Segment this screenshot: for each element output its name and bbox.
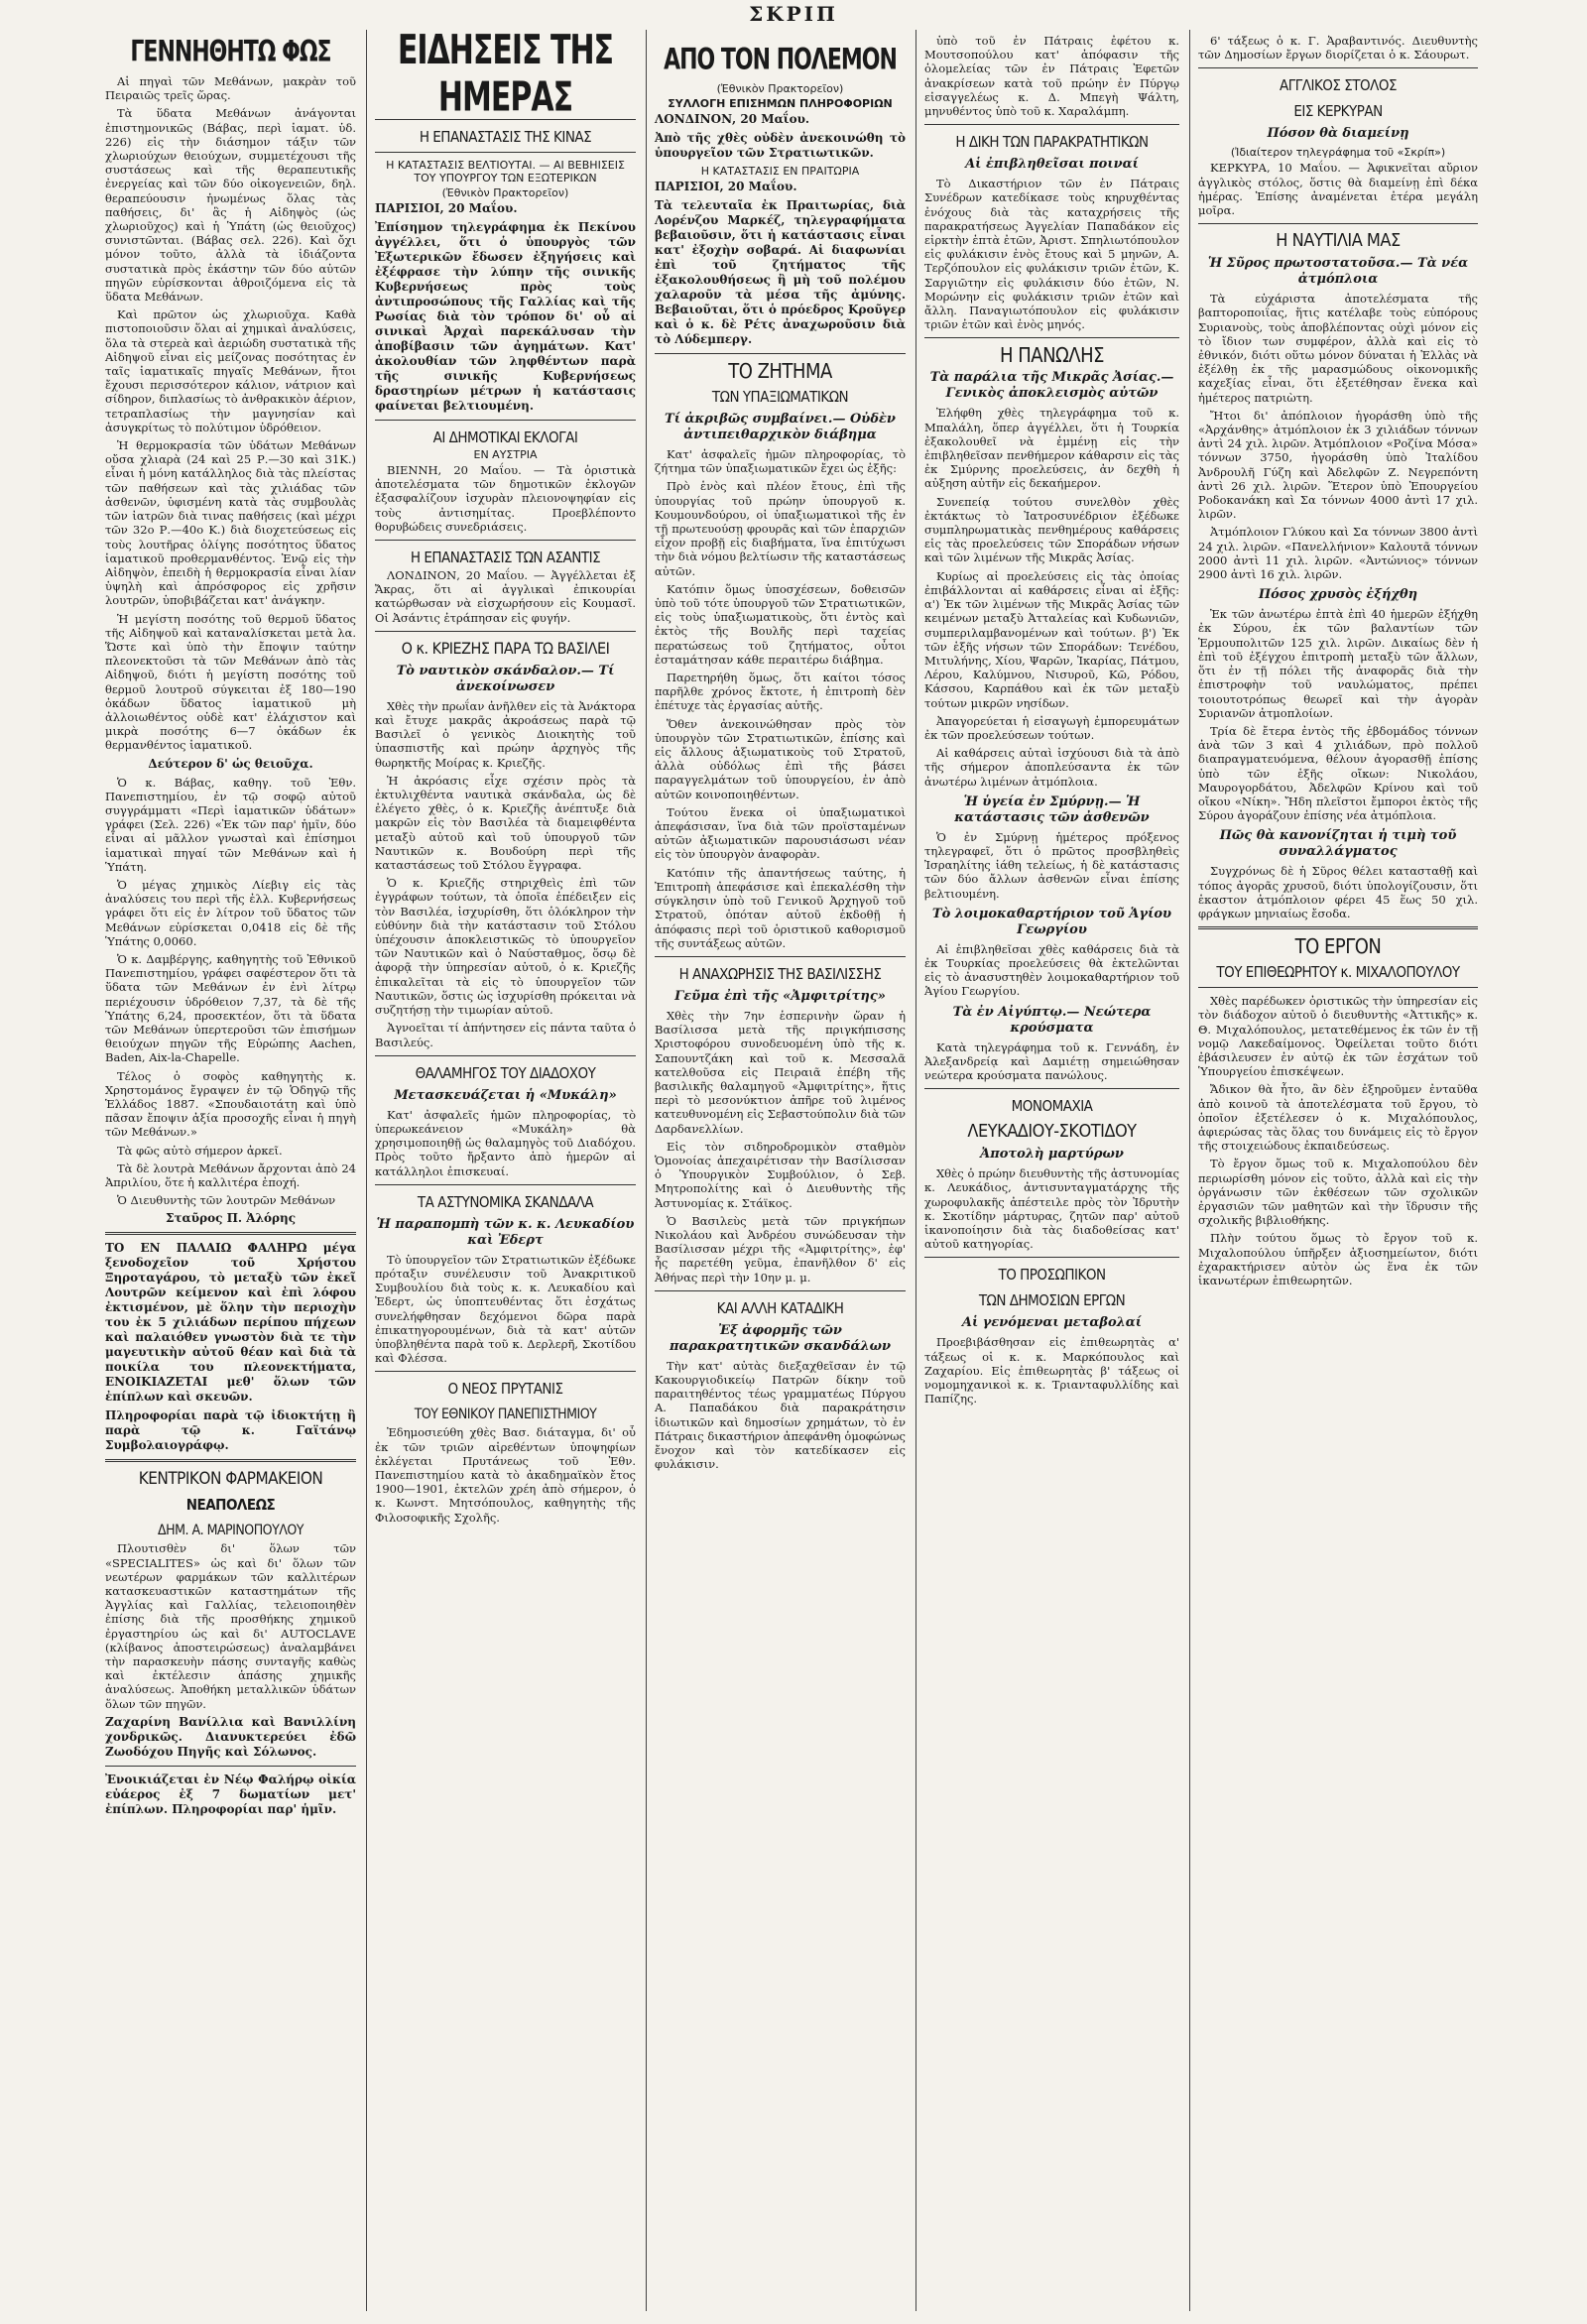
paragraph: Αἱ ἐπιβληθεῖσαι χθὲς καθάρσεις διὰ τὰ ἐκ Τουρκίας προελεύσεις θὰ ἐκτελῶνται εἰς τὸ ἀνασυστηθὲν λοιμοκαθαρτήριον τοῦ Ἁγίου Γεωργίου. <box>924 941 1179 999</box>
ad-rent: Ἐνοικιάζεται ἐν Νέῳ Φαλήρῳ οἰκία εὐάερος ἐξ 7 δωματίων μετ' ἐπίπλων. Πληροφορίαι παρ' ἡμῖν. <box>105 1772 356 1816</box>
section-subtitle: Γεῦμα ἐπὶ τῆς «Ἀμφιτρίτης» <box>674 988 886 1004</box>
paragraph: Ἤτοι δι' ἀπόπλοιον ἠγοράσθη ὑπὸ τῆς «Ἀρχάνθης» ἀτμόπλοιον ἐκ 3 χιλιάδων τόννων ἀντὶ 24 χιλ. λιρῶν. Ἀτμόπλοιον «Ροζίνα Μόσα» τόννων 3750, ἠγοράσθη ὑπὸ Ἰταλίδου Ἀνδρουλῆ Γύζη καὶ Ἀδελφῶν Ζ. Νεγρεπόντη ἀντὶ 26 χιλ. λιρῶν. Ἕτερον ὑπὸ Ἐπουργείου Ροδοκανάκη καὶ Σα τόννων 4000 ἀντὶ 17 χιλ. λιρῶν. <box>1198 408 1478 522</box>
paragraph: Πρὸ ἑνὸς καὶ πλέον ἔτους, ἐπὶ τῆς ὑπουργίας τοῦ πρώην ὑπουργοῦ κ. Κουμουνδούρου, οἱ ὑπαξιωματικοὶ τῆς ἐν τῇ πρωτευούσῃ φρουρᾶς καὶ τῶν ἐπαρχιῶν εἶχον προβῇ εἰς διαβήματα, ἵνα ἐπιτύχωσι τὴν διὰ νόμου βελτίωσιν τῆς καταστάσεως αὐτῶν. <box>655 479 906 578</box>
news-source: (Ἰδιαίτερον τηλεγράφημα τοῦ «Σκρίπ») <box>1230 146 1446 160</box>
section-title: ΘΑΛΑΜΗΓΟΣ ΤΟΥ ΔΙΑΔΟΧΟΥ <box>415 1063 596 1082</box>
paragraph: Ἐκ τῶν ἀνωτέρω ἐπτὰ ἐπὶ 40 ἡμερῶν ἐξήχθη ἐκ Σύρου, ἐκ τῶν βαλαντίων τῶν Ἑρμουπολιτῶν 125 χιλ. λιρῶν. Δικαίως δὲν ἡ ἐπὶ τοῦ ἐξέγχου ἐπιτροπὴ μεταξὺ τῶν ἄλλων, ὅτι ἐν τῇ πόλει τῆς ἀναφορᾶς διὰ τὴν ἐπιστροφὴν τοῦ ναυλώματος, πρέπει τοιουτοτρόπως θεωρεῖ καὶ τὴν ἀγορὰν Συριανῶν ἀτμοπλοίων. <box>1198 607 1478 720</box>
paragraph: Καὶ πρῶτον ὡς χλωριοῦχα. Καθὰ πιστοποιοῦσιν ὅλαι αἱ χημικαὶ ἀναλύσεις, ὅλα τὰ στερεὰ καὶ ἀεριώδη συστατικὰ τῆς Αἰδηψοῦ εἶναι εἰς μείζονας ποσότητας ἐν ταῖς ἰαματικαῖς πηγαῖς Μεθάνων, ἤτοι ἔχουσι περισσότερον κάλιον, νάτριον καὶ σίδηρον, διπλασίως τὸ ἀνθρακικὸν ἀέριον, τετραπλασίως τὴν μαγνησίαν καὶ ἀσυγκρίτως τὸ πολύτιμον ὑδρόθειον. <box>105 307 356 434</box>
section-subtitle: ΤΩΝ ΥΠΑΞΙΩΜΑΤΙΚΩΝ <box>711 388 849 406</box>
section-subtitle: Ἐξ ἀφορμῆς τῶν παρακρατητικῶν σκανδάλων <box>669 1322 891 1354</box>
divider <box>105 1232 356 1235</box>
paragraph: Ἀγνοεῖται τί ἀπήντησεν εἰς πάντα ταῦτα ὁ Βασιλεύς. <box>375 1021 636 1049</box>
paragraph: Ὁ κ. Κριεζῆς στηριχθεὶς ἐπὶ τῶν ἐγγράφων τούτων, τὰ ὁποῖα ἐπέδειξεν εἰς τὸν Βασιλέα, ἰσχυρίσθη, ὅτι ὁλόκληρον τὴν εὐθύνην διὰ τὴν κατάστασιν τοῦ Στόλου ὑπέχουσιν ἀποκλειστικῶς τὸ ὑπουργεῖον τῶν Ναυτικῶν καὶ ὁ Ναύσταθμος, ὅσῳ δὲ ἀφορᾷ τὴν ὑπηρεσίαν αὐτοῦ, ὁ κ. Κριεζῆς ἐπικαλεῖται τὰ εἰς τὸ ὑπουργεῖον τῶν Ναυτικῶν, ὅστις ὡς ἰσχυρίσθη πρόκειται νὰ συζητήσῃ τὴν τιμωρίαν αὐτοῦ. <box>375 876 636 1018</box>
paragraph: ΚΕΡΚΥΡΑ, 10 Μαΐου. — Ἀφικνεῖται αὔριον ἀγγλικὸς στόλος, ὅστις θὰ διαμείνῃ ἐπὶ δέκα ἡμέρας. Ἐπίσης ἀναμένεται ἐτέρα μεγάλη μοῖρα. <box>1198 161 1478 218</box>
paragraph: Τὰ φῶς αὐτὸ σήμερον ἀρκεῖ. <box>117 1143 283 1158</box>
paragraph: Προεβιβάσθησαν εἰς ἐπιθεωρητὰς α' τάξεως οἱ κ. κ. Μαρκόπουλος καὶ Ζαχαρίου. Εἰς ἐπιθεωρητὰς β' τάξεως οἱ νομομηχανικοὶ κ. κ. Τριανταφυλλίδης καὶ Παπίζης. <box>924 1335 1179 1407</box>
paragraph: Ἐλήφθη χθὲς τηλεγράφημα τοῦ κ. Μπαλάλη, ὅπερ ἀγγέλλει, ὅτι ἡ Τουρκία ἐξακολουθεῖ νὰ ἐμμένῃ εἰς τὴν ἐπιβληθεῖσαν πενθήμερον κάθαρσιν εἰς τὰς ἐκ Σμύρνης προελεύσεις, ἀν δεχθὴ ἡ αὐξηση αὐτῆν εἰς δεκαήμερον. <box>924 406 1179 491</box>
divider <box>1198 987 1478 988</box>
column-4 <box>916 30 1190 2311</box>
section-kicker: ΣΥΛΛΟΓΗ ΕΠΙΣΗΜΩΝ ΠΛΗΡΟΦΟΡΙΩΝ <box>668 97 893 110</box>
section-subtitle: ΤΟΥ ΕΠΙΘΕΩΡΗΤΟΥ κ. ΜΙΧΑΛΟΠΟΥΛΟΥ <box>1216 963 1460 982</box>
ad-pharmacy-extra: Ζαχαρίνη Βανίλλια καὶ Βανιλλίνη χονδρικῶς. Διανυκτερεύει ἐδῶ Ζωοδόχου Πηγῆς καὶ Σόλωνος. <box>105 1714 356 1759</box>
paragraph: Εἰς τὸν σιδηροδρομικὸν σταθμὸν Ὁμονοίας ἀπεχαιρέτισαν τὴν Βασίλισσαν ὁ Ὑπουργικὸν Συμβούλιον, ὁ Σεβ. Μητροπολίτης καὶ ὁ Διευθυντὴς τῆς Ἀστυνομίας κ. Στάϊκος. <box>655 1139 906 1210</box>
masthead: ΣΚΡΙΠ <box>749 2 838 26</box>
section-subtitle: ΤΟΥ ΕΘΝΙΚΟΥ ΠΑΝΕΠΙΣΤΗΜΙΟΥ <box>414 1407 597 1423</box>
section-title: Η ΕΠΑΝΑΣΤΑΣΙΣ ΤΩΝ ΑΣΑΝΤΙΣ <box>410 549 601 567</box>
section-title: Η ΠΑΝΩΛΗΣ <box>999 343 1104 368</box>
divider <box>924 1257 1179 1258</box>
paragraph: Χθὲς ὁ πρώην διευθυντὴς τῆς ἀστυνομίας κ. Λευκάδιος, ἀντισυνταγματάρχης τῆς χωροφυλακῆς ἀπέστειλε πρὸς τὸν Ἰδρυτὴν κ. Σκοτίδην μάρτυρας, ζητῶν παρ' αὐτοῦ ἱκανοποίησιν διὰ τὰς διαδοθείσας κατ' αὐτοῦ κατηγορίας. <box>924 1166 1179 1252</box>
article-body <box>105 74 356 1226</box>
paragraph: Συγχρόνως δὲ ἡ Σῦρος θέλει κατασταθῇ καὶ τόπος ἀγορᾶς χρυσοῦ, διότι ὑπολογίζουσιν, ὅτι ἑκαστον ἀτμόπλοιον φέρει 45 ἕως 50 χιλ. φράγκων μηνιαίως ἔσοδα. <box>1198 864 1478 920</box>
section-subtitle: Τὰ ἐν Αἰγύπτῳ.— Νεώτερα κρούσματα <box>952 1004 1152 1036</box>
paragraph: Ὁ κ. Βάβας, καθηγ. τοῦ Ἐθν. Πανεπιστημίου, ἐν τῷ σοφῷ αὐτοῦ συγγράμματι «Περὶ ἰαματικῶν ὑδάτων» γράφει (Σελ. 226) «Ἐκ τῶν παρ' ἡμῖν, δύο εἶναι αἱ μᾶλλον γνωσταὶ καὶ ἐπίσημοι ἰαματικαὶ πηγαί τῶν Μεθάνων καὶ ἡ Ὑπάτη. <box>105 775 356 874</box>
paragraph: Τρία δὲ ἔτερα ἐντὸς τῆς ἑβδομάδος τόννων ἀνὰ τῶν 3 καὶ 4 χιλιάδων, πρὸ πολλοῦ διαπραγματευόμενα, θέλουν ἀγορασθῇ ἐπίσης ὑπὸ τῶν ἑξῆς οἴκων: Νικολάου, Μαυρογορδάτου, Ἀδελφῶν Κρίνου καὶ τοῦ οἴκου «Νίκη». Ἤδη πλεῖστοι ἔμποροι ἐκτὸς τῆς Σύρου ἀγοράζουν ἐπίσης νέα ἀτμόπλοια. <box>1198 723 1478 823</box>
dateline: ΠΑΡΙΣΙΟΙ, 20 Μαΐου. <box>655 180 797 193</box>
paragraph: Παρετηρήθη ὅμως, ὅτι καίτοι τόσος παρῆλθε χρόνος ἔκτοτε, ἡ ἐπιτροπὴ δὲν ἐπέτυχε τὰς ἐργασίας αὐτῆς. <box>655 671 906 713</box>
paragraph: Ὁ Διευθυντὴς τῶν λουτρῶν Μεθάνων <box>117 1193 336 1208</box>
section-subtitle: ΕΙΣ ΚΕΡΚΥΡΑΝ <box>1293 102 1383 121</box>
paragraph: Κατόπιν ὅμως ὑποσχέσεων, δοθεισῶν ὑπὸ τοῦ τότε ὑπουργοῦ τῶν Στρατιωτικῶν, εἰς τοὺς ὑπαξιωματικοὺς, ὅτι ἐντὸς καὶ ἐκτὸς τῆς Βουλῆς περὶ ταχείας περατώσεως τοῦ ζητήματος, οὗτοι ἐσταμάτησαν κάθε περαιτέρω διάβημα. <box>655 581 906 667</box>
divider <box>105 1766 356 1767</box>
paragraph: Ὁ Βασιλεὺς μετὰ τῶν πριγκήπων Νικολάου καὶ Ἀνδρέου συνώδευσαν τὴν Βασίλισσαν μέχρι τῆς «Ἀμφιτρίτης», ἐφ' ἧς παρετέθη γεῦμα, ἐπανῆλθον δ' εἰς Ἀθήνας περὶ τὴν 10ην μ. μ. <box>655 1213 906 1284</box>
paragraph: Κατὰ τηλεγράφημα τοῦ κ. Γεννάδη, ἐν Ἀλεξανδρείᾳ καὶ Δαμιέτῃ σημειώθησαν νεώτερα κρούσματα πανώλους. <box>924 1040 1179 1082</box>
section-subtitle: Ἡ παραπομπὴ τῶν κ. κ. Λευκαδίου καὶ Ἐδερτ <box>376 1216 635 1248</box>
paragraph: Αἱ πηγαὶ τῶν Μεθάνων, μακρὰν τοῦ Πειραιῶς τρεῖς ὥρας. <box>105 74 356 103</box>
divider <box>655 1290 906 1291</box>
paragraph: Ἀπαγορεύεται ἡ εἰσαγωγὴ ἐμπορευμάτων ἐκ τῶν προελεύσεων τούτων. <box>924 713 1179 742</box>
paragraph: Τὸ ἔργον ὅμως τοῦ κ. Μιχαλοπούλου δὲν περιωρίσθη μόνον εἰς τοῦτο, ἀλλὰ καὶ εἰς τὴν ὀργάνωσιν τῶν ἐκθέσεων τῶν σχολικῶν ἐργασιῶν τῶν μαθητῶν καὶ τὴν ἵδρυσιν τῆς σχολικῆς βιβλιοθήκης. <box>1198 1157 1478 1228</box>
section-kicker: Αἱ γενόμεναι μεταβολαί <box>961 1315 1143 1331</box>
section-kicker: Τί ἀκριβῶς συμβαίνει.— Οὐδὲν ἀντιπειθαρχικὸν διάβημα <box>665 412 896 442</box>
paragraph: Πλὴν τούτου ὅμως τὸ ἔργον τοῦ κ. Μιχαλοπούλου ὑπῆρξεν ἀξιοσημείωτον, διότι ἐχαρακτήρισεν αὐτὸν ὡς ἕνα ἐκ τῶν ἱκανωτέρων ἐπιθεωρητῶν. <box>1198 1231 1478 1287</box>
paragraph: Τούτου ἕνεκα οἱ ὑπαξιωματικοὶ ἀπεφάσισαν, ἵνα διὰ τῶν προϊσταμένων αὐτῶν ἀξιωματικῶν παρουσιάσωσι νέαν εἰς τὸν ὑπουργὸν ἀναφορὰν. <box>655 804 906 862</box>
paragraph: Ἡ θερμοκρασία τῶν ὑδάτων Μεθάνων οὔσα χλιαρὰ (24 καὶ 25 Ρ.—30 καὶ 31Κ.) εἶναι ἡ μόνη κατάλληλος διὰ τὰς πλείστας τῶν παθήσεων καὶ τὰς χιλιάδας τῶν ἀσθενῶν, ὑφισμένη κατὰ τὰς συμβουλὰς τῶν ἰατρῶν διὰ τινας παθήσεις (καὶ μέχρι τῶν 32ο Ρ.—40ο Κ.) διὰ διοχετεύσεως εἰς τοὺς λουτῆρας ὀλίγης ποσότητος ὕδατος ἰαματικοῦ προθερμανθέντος. Ἐνῷ εἰς τὴν Αἰδηψὸν, ἐπειδὴ ἡ θερμοκρασία εἶναι λίαν ὑψηλὴ καὶ ἀπρόσφορος εἰς χρῆσιν λουτρῶν, ὑποβιβάζεται κατ' ἀνάγκην. <box>105 438 356 608</box>
paragraph: Ἐδημοσιεύθη χθὲς Βασ. διάταγμα, δι' οὗ ἐκ τῶν τριῶν αἱρεθέντων ὑποψηφίων ἐκλέγεται Πρυτάνεως τοῦ Ἐθν. Πανεπιστημίου κατὰ τὸ ἀκαδημαϊκὸν ἔτος 1900—1901, ἐκτελῶν χρέη ἀπὸ σήμερον, ὁ κ. Κωνστ. Μητσόπουλος, καθηγητὴς τῆς Φιλοσοφικῆς Σχολῆς. <box>375 1425 636 1525</box>
section-subtitle: Τὸ λοιμοκαθαρτήριον τοῦ Ἁγίου Γεωργίου <box>931 906 1172 937</box>
section-kicker: Ἀποτολὴ μαρτύρων <box>980 1147 1124 1162</box>
paragraph: Ἀτμόπλοιον Γλύκου καὶ Σα τόννων 3800 ἀντὶ 24 χιλ. λιρῶν. «Πανελλήνιον» Καλουτᾶ τόννων 2000 ἀντὶ 11 χιλ. λιρῶν. «Ἀντώνιος» τόννων 2900 ἀντὶ 16 χιλ. λιρῶν. <box>1198 525 1478 582</box>
paragraph: Χθὲς τὴν πρωΐαν ἀνῆλθεν εἰς τὰ Ἀνάκτορα καὶ ἔτυχε μακρᾶς ἀκροάσεως παρὰ τῷ Βασιλεῖ ὁ γενικὸς Διοικητὴς τοῦ ὑπασπιστῆς καὶ πρώην ἀρχηγὸς τῆς θωρηκτῆς Μοίρας κ. Κριεζῆς. <box>375 698 636 770</box>
dateline: ΛΟΝΔΙΝΟΝ, 20 Μαΐου. <box>655 112 810 126</box>
divider <box>375 152 636 153</box>
divider <box>1198 926 1478 929</box>
paragraph: Κυρίως αἱ προελεύσεις εἰς τὰς ὁποίας ἐπιβάλλονται αἱ καθάρσεις εἶναι αἱ ἑξῆς: α') Ἐκ τῶν λιμένων τῆς Μικρᾶς Ἀσίας τῶν κειμένων μεταξὺ Ἀτταλείας καὶ Κυδωνιῶν, συμπεριλαμβανομένων καὶ τούτων. β') Ἐκ τῶν ἑξῆς νήσων τῶν Σποράδων: Τενέδου, Μιτυλήνης, Χίου, Ψαρῶν, Ἰκαρίας, Πάτμου, Λέρου, Καλύμνου, Νισυροῦ, Κῶ, Ρόδου, Κάσσου, Καρπάθου καὶ ἐκ τῶν μεταξὺ τούτων μικρῶν νησίδων. <box>924 568 1179 710</box>
divider <box>105 1459 356 1462</box>
paragraph: ΛΟΝΔΙΝΟΝ, 20 Μαΐου. — Ἀγγέλλεται ἐξ Ἄκρας, ὅτι αἱ ἀγγλικαὶ ἐπικουρίαι κατώρθωσαν νὰ εἰσχωρήσουν εἰς Κουμασῖ. Οἱ Ἀσάντις ἐτράπησαν εἰς φυγήν. <box>375 568 636 625</box>
section-subtitle: Μετασκευάζεται ἡ «Μυκάλη» <box>394 1087 617 1103</box>
news-source: (Ἐθνικὸν Πρακτορεῖον) <box>441 186 569 199</box>
section-title: ΑΓΓΛΙΚΟΣ ΣΤΟΛΟΣ <box>1279 76 1397 95</box>
section-subtitle: Τὸ ναυτικὸν σκάνδαλον.— Τί ἀνεκοίνωσεν <box>396 663 615 694</box>
section-title: ΚΑΙ ΑΛΛΗ ΚΑΤΑΔΙΚΗ <box>716 1298 844 1317</box>
section-title: Η ΕΠΑΝΑΣΤΑΣΙΣ ΤΗΣ ΚΙΝΑΣ <box>419 128 592 146</box>
section-title: ΤΟ ΖΗΤΗΜΑ <box>728 359 832 383</box>
section-title: ΜΟΝΟΜΑΧΙΑ <box>1011 1097 1093 1116</box>
ad-pharmacy-sub: ΝΕΑΠΟΛΕΩΣ <box>185 1496 276 1515</box>
divider <box>924 1088 1179 1089</box>
paragraph: ΒΙΕΝΝΗ, 20 Μαΐου. — Τὰ ὁριστικὰ ἀποτελέσματα τῶν δημοτικῶν ἐκλογῶν ἐξασφαλίζουν ἰσχυρὰν πλειονοψηφίαν εἰς τοὺς ἀντισημίτας. Προεβλέποντο θορυβώδεις συνεδριάσεις. <box>375 463 636 534</box>
paragraph: Ἄδικον θὰ ἦτο, ἂν δὲν ἐξηροῦμεν ἐνταῦθα ἀπὸ κοινοῦ τὰ ἀποτελέσματα τοῦ ἔργου, τὸ ὁποῖον ἐξετέλεσεν ὁ κ. Μιχαλόπουλος, ἀφιερώσας τὰς ὅλας του δυνάμεις εἰς τὸ ἔργον τῆς στοιχειώδους ἐκπαιδεύσεως. <box>1198 1082 1478 1154</box>
section-subtitle: ΛΕΥΚΑΔΙΟΥ-ΣΚΟΤΙΔΟΥ <box>967 1121 1137 1143</box>
section-subtitle: Η ΚΑΤΑΣΤΑΣΙΣ ΕΝ ΠΡΑΙΤΩΡΙΑ <box>700 165 860 178</box>
paragraph: Τὰ εὐχάριστα ἀποτελέσματα τῆς βαπτοροποιΐας, ἥτις κατέλαβε τοὺς εὐπόρους Συριανοὺς, τοὺς ἀποβλέποντας οὐχὶ μόνον εἰς τὸ ἴδιον των συμφέρον, ἀλλὰ καὶ εἰς τὸ ἐθνικόν, διότι οὕτω μόνον δύναται ἡ Ἑλλὰς νὰ ἐξέλθῃ ἐκ τῆς μαρασμώδους οἰκονομικῆς καχεξίας εἶναι, ὅτι ἐξετέθησαν ἕνεκα καὶ ἠμέτερος πατριὼτη. <box>1198 292 1478 405</box>
section-title: Ο κ. ΚΡΙΕΖΗΣ ΠΑΡΑ ΤΩ ΒΑΣΙΛΕΙ <box>401 638 610 658</box>
section-title: ΑΙ ΔΗΜΟΤΙΚΑΙ ΕΚΛΟΓΑΙ <box>432 428 578 446</box>
article-title: ΓΕΝΝΗΘΗΤΩ ΦΩΣ <box>130 35 331 69</box>
paragraph: ὑπὸ τοῦ ἐν Πάτραις ἐφέτου κ. Μουτσοπούλου κατ' ἀπόφασιν τῆς ὁλομελείας τῶν ἐν Πάτραις Ἐφετῶν ἀνακρίσεων κατὰ τοῦ πρώην ἐν Πύργῳ εἰσαγγελέως κ. Δ. Μπεγὴ Ψάλτη, μηνυθέντος ὑπὸ τοῦ κ. Χαραλάμπη. <box>924 34 1179 119</box>
column-3 <box>647 30 916 2311</box>
paragraph: Κατόπιν τῆς ἀπαντήσεως ταύτης, ἡ Ἐπιτροπὴ ἀπεφάσισε καὶ ἐπεκαλέσθη τὴν σύγκλησιν ὑπὸ τοῦ Γενικοῦ Ἀρχηγοῦ τοῦ Στρατοῦ, ὁπόταν αὐτοῦ ἐκδοθῇ ἡ ἀπόφασις περὶ τοῦ ὁριστικοῦ καθορισμοῦ τῆς συντάξεως αὐτῶν. <box>655 865 906 950</box>
paragraph: Τέλος ὁ σοφὸς καθηγητὴς κ. Χρηστομάνος ἔγραψεν ἐν τῷ Ὁδηγῷ τῆς Ἑλλάδος 1887. «Σπουδαιοτάτη καὶ ὑπὸ πᾶσαν ἔποψιν ἀξία προσοχῆς εἶναι ἡ πηγὴ τῶν Μεθάνων.» <box>105 1068 356 1140</box>
section-title: Ο ΝΕΟΣ ΠΡΥΤΑΝΙΣ <box>447 1380 563 1399</box>
news-source: (Ἐθνικὸν Πρακτορεῖον) <box>716 82 844 95</box>
divider <box>375 1184 636 1185</box>
paragraph: Τὰ ὕδατα Μεθάνων ἀνάγονται ἐπιστημονικῶς (Βάβας, περὶ ἰαματ. ὑδ. 226) εἰς τὴν διάσημον τάξιν τῶν χλωριούχων θειούχων, συμμετέχουσι τῆς συστάσεως καὶ τῆς θεραπευτικῆς ἐνεργείας καὶ τῶν δύο οἰκογενειῶν, δηλ. θεραπεύουσιν ἠνωμένως ὅλας τὰς παθήσεις, δι' ἃς ἡ Αἰδηψὸς (ὡς χλωριοῦχος) καὶ ἡ Ὑπάτη (ὡς θειοῦχος) συνιστῶνται. (Βάβας σελ. 226). Καὶ ὄχι μόνον τοῦτο, ἀλλὰ τὰ ἰδιάζοντα συστατικὰ πρὸς ἑκάστην τῶν δύο αὐτῶν πηγῶν εὑρίσκονται ἀθροιζόμενα εἰς τὰ ὕδατα Μεθάνων. <box>105 106 356 305</box>
paragraph: Τὸ ὑπουργεῖον τῶν Στρατιωτικῶν ἐξέδωκε πρόταξιν συνέλευσιν τοῦ Ἀνακριτικοῦ Συμβουλίου διὰ τοὺς κ. κ. Λευκαδίου καὶ Ἐδερτ, ὡς ὑποπτευθέντας ὅτι ἐσχάτως συνελήφθησαν δεχόμενοι δῶρα παρὰ ἐπικατηγορουμένων, διὰ τὰ κατ' αὐτῶν ὑποβληθέντα παρὰ τοῦ κ. Δερλερῆ, Σκοτίδου καὶ Φλέσσα. <box>375 1252 636 1366</box>
divider <box>924 337 1179 338</box>
section-subtitle: Ἡ ὑγεία ἐν Σμύρνῃ.— Ἡ κατάστασις τῶν ἀσθενῶν <box>954 794 1150 825</box>
news-banner: ΕΙΔΗΣΕΙΣ ΤΗΣ ΗΜΕΡΑΣ <box>397 30 614 122</box>
paragraph: Ἡ ἀκρόασις εἶχε σχέσιν πρὸς τὰ ἐκτυλιχθέντα ναυτικὰ σκάνδαλα, ὡς δὲ ἐλέγετο χθὲς, ὁ κ. Κριεζῆς ἀνέπτυξε διὰ μακρῶν εἰς τὸν Βασιλέα τὰ διαμειφθέντα μεταξὺ αὐτοῦ καὶ τοῦ ὑπουργοῦ τῶν Ναυτικῶν κ. Βουδούρη περὶ τῆς καταστάσεως τοῦ Στόλου ἔγγραφα. <box>375 773 636 873</box>
paragraph: 6' τάξεως ὁ κ. Γ. Ἀραβαντινός. Διευθυντὴς τῶν Δημοσίων ἔργων διορίζεται ὁ κ. Σάουρωτ. <box>1198 34 1478 62</box>
paragraph: Χθὲς τὴν 7ην ἑσπερινὴν ὥραν ἡ Βασίλισσα μετὰ τῆς πριγκήπισσης Χριστοφόρου συνοδευομένη ὑπὸ τῆς κ. Σαπουντζάκη καὶ τοῦ κ. Μεσσαλᾶ κατελθοῦσα εἰς Πειραιᾶ ἐπέβη τῆς βασιλικῆς θαλαμηγοῦ «Ἀμφιτρίτης», ἥτις περὶ τὸ μεσονύκτιον ἀπῆρε τοῦ λιμένος κατευθυνομένη εἰς Σεβαστούπολιν διὰ τῶν Δαρδανελλίων. <box>655 1008 906 1136</box>
section-title: ΤΑ ΑΣΤΥΝΟΜΙΚΑ ΣΚΑΝΔΑΛΑ <box>417 1192 594 1211</box>
paragraph: Τὰ δὲ λουτρὰ Μεθάνων ἄρχονται ἀπὸ 24 Ἀπριλίου, ὅτε ἡ καλλιτέρα ἐποχή. <box>105 1161 356 1190</box>
divider <box>655 353 906 354</box>
section-title: Η ΑΝΑΧΩΡΗΣΙΣ ΤΗΣ ΒΑΣΙΛΙΣΣΗΣ <box>678 964 882 983</box>
section-subtitle: Η ΚΑΤΑΣΤΑΣΙΣ ΒΕΛΤΙΟΥΤΑΙ. — ΑΙ ΒΕΒΗΙΣΕΙΣ ΤΟΥ ΥΠΟΥΡΓΟΥ ΤΩΝ ΕΞΩΤΕΡΙΚΩΝ <box>386 159 625 184</box>
signature: Σταῦρος Π. Ἀλόρης <box>165 1211 296 1226</box>
divider <box>375 540 636 541</box>
section-title: ΤΟ ΠΡΟΣΩΠΙΚΟΝ <box>998 1266 1106 1284</box>
paragraph: Ὁ μέγας χημικὸς Λίεβιγ εἰς τὰς ἀναλύσεις του περὶ τῆς ἐλλ. Κυβερνήσεως γράφει ὅτι εἰς ἐν λίτρον τοῦ ὕδατος τῶν Μεθάνων εὑρίσκεται 0,0418 εἰς δὲ τῆς Ὑπάτης 0,0060. <box>105 877 356 948</box>
paragraph: Κατ' ἀσφαλεῖς ἡμῶν πληροφορίας, τὸ ζήτημα τῶν ὑπαξιωματικῶν ἔχει ὡς ἑξῆς: <box>655 447 906 476</box>
section-title: Η ΝΑΥΤΙΛΙΑ ΜΑΣ <box>1276 230 1401 252</box>
paragraph: Τὴν κατ' αὐτὰς διεξαχθεῖσαν ἐν τῷ Κακουργιοδικείῳ Πατρῶν δίκην τοῦ παραιτηθέντος τέως γραμματέως Πύργου Α. Παπαδάκου διὰ παρακράτησιν ἰδιωτικῶν καὶ δημοσίων χρημάτων, τὸ ἐν Πάτραις δικαστήριον ἀπεφάνθη ὁμοφώνως ἔνοχον καὶ τὸν κατεδίκασεν εἰς φυλάκισιν. <box>655 1358 906 1472</box>
ad-pharmacy-text: Πλουτισθὲν δι' ὅλων τῶν «SPECIALITES» ὡς καὶ δι' ὅλων τῶν νεωτέρων φαρμάκων τῶν καλλιτέρων κατασκευαστικῶν καταστημάτων τῆς Ἀγγλίας καὶ Γαλλίας, τελειοποιηθὲν ἐπίσης διὰ τῆς προσθήκης χημικοῦ ἐργαστηρίου ὡς καὶ δι' AUTOCLAVE (κλίβανος ἀποστειρώσεως) ἀναλαμβάνει τὴν παρασκευὴν πάσης συνταγῆς καθὼς καὶ ἐκτέλεσιν ἁπάσης χημικῆς ἀναλύσεως. Ἀποθήκη μεταλλικῶν ὑδάτων ὅλων τῶν πηγῶν. <box>105 1541 356 1711</box>
section-subtitle: Ἡ Σῦρος πρωτοστατοῦσα.— Τὰ νέα ἀτμόπλοια <box>1207 256 1469 288</box>
divider <box>375 1055 636 1056</box>
paragraph: Κατ' ἀσφαλεῖς ἡμῶν πληροφορίας, τὸ ὑπερωκεάνειον «Μυκάλη» θὰ χρησιμοποιηθῇ ὡς θαλαμηγὸς τοῦ Διαδόχου. Πρὸς τοῦτο ἤρξαντο ἀπὸ ἡμερῶν αἱ κατάλληλοι ἐπισκευαί. <box>375 1107 636 1178</box>
paragraph: Ἡ μεγίστη ποσότης τοῦ θερμοῦ ὕδατος τῆς Αἰδηψοῦ καὶ καταναλίσκεται μετὰ λα. Ὥστε καὶ ὑπὸ τὴν ἔποψιν ταύτην πλεονεκτοῦσι τὰ τῶν Μεθάνων ἀπὸ τὰς Αἰδηψοῦ, διότι ἡ μεγίστη ποσότης τοῦ θερμοῦ λουτροῦ σύγκειται ἐξ 180—190 ὀκάδων ὕδατος ἰαματικοῦ μὴ ἀλλοιωθέντος οὐδὲ κατ' ἐλάχιστον καὶ μικρὰ ποσότης 6—7 ὀκάδων ἐκ θερμανθέντος ἰαματικοῦ. <box>105 611 356 753</box>
section-subtitle: Τὰ παράλια τῆς Μικρᾶς Ἀσίας.— Γενικὸς ἀποκλεισμὸς αὐτῶν <box>929 370 1174 402</box>
paragraph: Τὸ Δικαστήριον τῶν ἐν Πάτραις Συνέδρων κατεδίκασε τοὺς κηρυχθέντας ἐνόχους διὰ τὰς καταχρήσεις τῆς παρακρατήσεως Ἀγγελίαν Παπαδάκον εἰς εἱρκτὴν ἑπτὰ ἐτῶν, Ἀριστ. Σπηλιωτόπουλον εἰς φυλάκισιν ἑνὸς ἔτους καὶ 5 μηνῶν, Α. Τερζόπουλον εἰς φυλάκισιν τριῶν ἐτῶν, Κ. Σαργιῶτην εἰς φυλάκισιν δύο ἐτῶν, Ν. Μορώνην εἰς φυλάκισιν τριῶν ἐτῶν καὶ ἄλλη. Παναγιωτόπουλον εἰς φυλάκισιν τριῶν ἐτῶν καὶ ἑνὸς μηνός. <box>924 177 1179 332</box>
paragraph: Ὁ ἐν Σμύρνῃ ἡμέτερος πρόξενος τηλεγραφεῖ, ὅτι ὁ πρῶτος προσβληθεὶς Ἰσραηλίτης ἰάθη τελείως, ἡ δὲ κατάστασις τῶν δύο ἄλλων ἀσθενῶν εἶναι ἐπίσης βελτιουμένη. <box>924 829 1179 901</box>
column-1 <box>97 30 367 2311</box>
ad-hotel-contact: Πληροφορίαι παρὰ τῷ ἰδιοκτήτῃ ἢ παρὰ τῷ κ. Γαϊτάνῳ Συμβολαιογράφῳ. <box>105 1408 356 1453</box>
paragraph: Ὁ κ. Δαμβέργης, καθηγητὴς τοῦ Ἐθνικοῦ Πανεπιστημίου, γράφει σαφέστερον ὅτι τὰ ὕδατα τῶν Μεθάνων ἐν ἐνὶ λίτρῳ περιέχουσιν ὑδρόθειον 7,37, τὰ δὲ τῆς Ὑπάτης 6,24, προσεκτέον, ὅτι τὰ ὕδατα τῶν Μεθάνων ὑπερτεροῦσι τῶν ἐπισήμων θειούχων πηγῶν τῆς Εὐρώπης Aachen, Baden, Aix-la-Chapelle. <box>105 951 356 1065</box>
ad-pharmacy-name: ΔΗΜ. Α. ΜΑΡΙΝΟΠΟΥΛΟΥ <box>158 1523 304 1539</box>
divider <box>375 631 636 632</box>
paragraph: Αἱ καθάρσεις αὐταὶ ἰσχύουσι διὰ τὰ ἀπὸ τῆς σήμερον ἀποπλεύσαντα ἐκ τῶν ἀνωτέρω λιμένων ἀτμόπλοια. <box>924 746 1179 789</box>
column-5 <box>1190 30 1488 2311</box>
divider <box>375 1371 636 1372</box>
section-subtitle: ΕΝ ΑΥΣΤΡΙΑ <box>473 448 538 461</box>
divider <box>655 956 906 957</box>
section-kicker: Πόσος χρυσὸς ἐξήχθη <box>1258 587 1418 603</box>
paragraph: Ἀπὸ τῆς χθὲς οὐδὲν ἀνεκοινώθη τὸ ὑπουργεῖον τῶν Στρατιωτικῶν. <box>655 131 906 160</box>
section-title: Η ΔΙΚΗ ΤΩΝ ΠΑΡΑΚΡΑΤΗΤΙΚΩΝ <box>955 133 1149 152</box>
section-title: ΤΟ ΕΡΓΟΝ <box>1294 934 1382 959</box>
section-subtitle: Αἱ ἐπιβληθεῖσαι ποιναί <box>965 157 1139 173</box>
ad-hotel: ΤΟ ΕΝ ΠΑΛΑΙΩ ΦΑΛΗΡΩ μέγα ξενοδοχεῖον τοῦ Χρήστου Ξηροταγάρου, τὸ μεταξὺ τῶν ἐκεῖ Λουτρῶν κείμενον καὶ ἐπὶ λόφου ἐκτισμένον, μὲ ὅλην τὴν περιοχὴν του ἐκ 5 χιλιάδων περίπου πήχεων καὶ παλαιόθεν γνωστὸν διὰ τε τὴν μαγευτικὴν αὐτοῦ θέαν καὶ διὰ τὰ ποικίλα του πλεονεκτήματα, ΕΝΟΙΚΙΑΖΕΤΑΙ μεθ' ὅλων τῶν ἐπίπλων καὶ σκευῶν. <box>105 1241 356 1405</box>
divider <box>375 420 636 421</box>
divider <box>1198 223 1478 224</box>
paragraph: Συνεπείᾳ τούτου συνελθὸν χθὲς ἐκτάκτως τὸ Ἰατροσυνέδριον ἐξέδωκε συμπληρωματικὰς πενθημέρους καθάρσεις εἰς τὰς προελεύσεις τῶν Σποράδων νήσων καὶ τῶν λιμένων τῆς Μικρᾶς Ἀσίας. <box>924 494 1179 565</box>
section-kicker: Πόσον θὰ διαμείνῃ <box>1267 126 1409 142</box>
dateline: ΠΑΡΙΣΙΟΙ, 20 Μαΐου. <box>375 201 518 215</box>
section-title: ΑΠΟ ΤΟΝ ΠΟΛΕΜΟΝ <box>664 43 897 77</box>
divider <box>924 124 1179 125</box>
paragraph: Τὰ τελευταῖα ἐκ Πραιτωρίας, διὰ Λορένζου Μαρκέζ, τηλεγραφήματα βεβαιοῦσιν, ὅτι ἡ κατάστασις εἶναι κατ' ἐξοχὴν σοβαρά. Αἱ διαφωνίαι ἐπὶ τοῦ ζητήματος τῆς ἐξακολουθήσεως ἢ μὴ τοῦ πολέμου χαλαροῦν τὰ μέσα τῆς ἀμύνης. Βεβαιοῦται, ὅτι ὁ πρόεδρος Κροῦγερ καὶ ὁ κ. δὲ Ρέτς ἀναχωροῦσιν διὰ τὸ Λύδεμπεργ. <box>655 198 906 346</box>
paragraph: Ὅθεν ἀνεκοινώθησαν πρὸς τὸν ὑπουργὸν τῶν Στρατιωτικῶν, ἐπίσης καὶ εἰς ἄλλους ἀξιωματικοὺς τοῦ Στρατοῦ, ἀλλὰ οὐδόλως ἐπὶ τῆς βάσει παραγγελμάτων τοῦ ὑπουργείου, ἐν ἀπὸ αὐτῶν κοινοποιηθέντων. <box>655 716 906 801</box>
divider <box>1198 67 1478 68</box>
paragraph: Δεύτερον δ' ὡς θειοῦχα. <box>148 756 313 771</box>
paragraph: Χθὲς παρέδωκεν ὀριστικῶς τὴν ὑπηρεσίαν εἰς τὸν διάδοχον αὐτοῦ ὁ διευθυντὴς «Ἀττικῆς» κ. Θ. Μιχαλόπουλος, μετατεθέμενος ἐκ τῶν ἐν τῇ νομῷ Λακεδαίμονος. Ὀφείλεται τοῦτο διότι ἐβάσιλευσεν ἐν αὐτῷ ἐκ τῶν ἐσχάτων τοῦ Ὑπουργείου ἐπισκέψεων. <box>1198 994 1478 1079</box>
section-subtitle: ΤΩΝ ΔΗΜΟΣΙΩΝ ΕΡΓΩΝ <box>978 1291 1126 1310</box>
paragraph: Ἐπίσημον τηλεγράφημα ἐκ Πεκίνου ἀγγέλλει, ὅτι ὁ ὑπουργὸς τῶν Ἐξωτερικῶν ἔδωσεν ἐξηγήσεις καὶ ἐξέφρασε τὴν λύπην τῆς σινικῆς Κυβερνήσεως πρὸς τοὺς ἀντιπροσώπους τῆς Γαλλίας καὶ τῆς Ρωσίας διὰ τὸν τρόπον δι' οὗ αἱ σινικαὶ Ἀρχαὶ παρεκάλυσαν τὴν ἀποβίβασιν τῶν ἀγημάτων. Κατ' ἀκολουθίαν τῶν ληφθέντων παρὰ τῆς σινικῆς Κυβερνήσεως δραστηρίων μέτρων ἡ κατάστασις φαίνεται βελτιουμένη. <box>375 220 636 413</box>
ad-pharmacy-title: ΚΕΝΤΡΙΚΟΝ ΦΑΡΜΑΚΕΙΟΝ <box>138 1469 323 1490</box>
section-kicker: Πῶς θὰ κανονίζηται ἡ τιμὴ τοῦ συναλλάγματος <box>1219 828 1457 860</box>
column-2 <box>367 30 647 2311</box>
